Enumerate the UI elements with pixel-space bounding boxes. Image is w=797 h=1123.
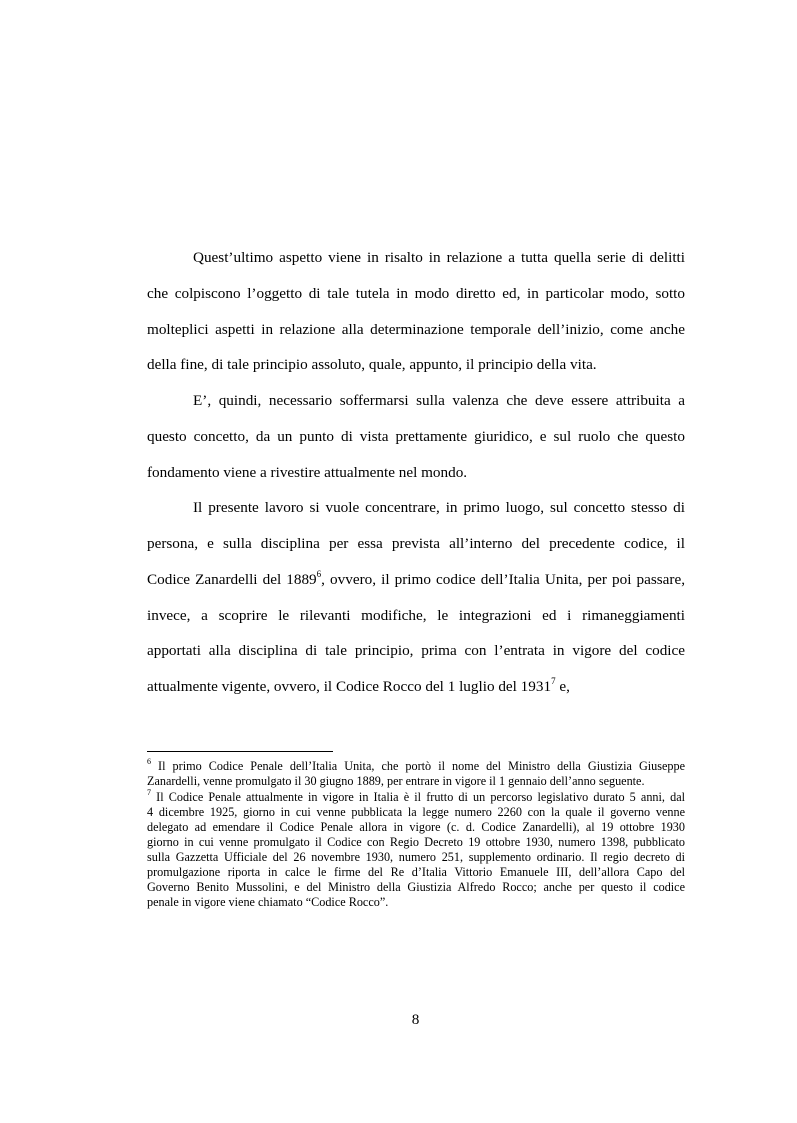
- paragraph-1-line-1: Quest’ultimo aspetto viene in risalto in relazione a tutta quella serie di delitti: [193, 249, 685, 266]
- paragraph-2-line-2: questo concetto, da un punto di vista prettamente giuridico, e sul ruolo che questo: [147, 428, 685, 445]
- footnote-7-line-1: [147, 787, 685, 804]
- paragraph-1-line-3: molteplici aspetti in relazione alla determinazione temporale dell’inizio, come anche: [147, 321, 685, 338]
- footnote-mark-6: 6: [147, 756, 151, 766]
- footnote-7-line-8: penale in vigore viene chiamato “Codice Rocco”.: [147, 895, 389, 909]
- footnote-6-line-2: Zanardelli, venne promulgato il 30 giugno 1889, per entrare in vigore il 1 gennaio dell’anno seguente.: [147, 774, 645, 788]
- footnote-reference-6[interactable]: 6: [316, 568, 322, 579]
- paragraph-2-line-3: fondamento viene a rivestire attualmente nel mondo.: [147, 464, 468, 481]
- footnote-7-line-6: promulgazione riporta in calce le firme del Re d’Italia Vittorio Emanuele III, dell’allora Capo del: [147, 865, 685, 879]
- footnote-text: Il Codice Penale attualmente in vigore in Italia è il frutto di un percorso legislativo durato 5 anni, dal: [151, 790, 685, 804]
- paragraph-3-line-1: Il presente lavoro si vuole concentrare, in primo luogo, sul concetto stesso di: [193, 499, 685, 516]
- footnote-reference-7[interactable]: 7: [551, 675, 556, 686]
- footnote-7-line-7: Governo Benito Mussolini, e del Ministro della Giustizia Alfredo Rocco; anche per questo il codice: [147, 880, 685, 894]
- footnote-7-line-5: sulla Gazzetta Ufficiale del 26 novembre 1930, numero 251, supplemento ordinario. Il regio decreto di: [147, 850, 685, 864]
- paragraph-3-line-2: persona, e sulla disciplina per essa prevista all’interno del precedente codice, il: [147, 535, 685, 552]
- paragraph-3-line-3: [147, 568, 685, 589]
- line-text: , ovvero, il primo codice dell’Italia Unita, per poi passare,: [321, 571, 685, 588]
- footnote-separator: [147, 751, 333, 752]
- footnote-7-line-4: giorno in cui venne promulgato il Codice con Regio Decreto 19 ottobre 1930, numero 1398, pubblicato: [147, 835, 685, 849]
- footnote-7-line-2: 4 dicembre 1925, giorno in cui venne pubblicata la legge numero 2260 con la quale il governo venne: [147, 805, 685, 819]
- paragraph-3-line-5: apportati alla disciplina di tale principio, prima con l’entrata in vigore del codice: [147, 642, 685, 659]
- footnote-6-line-1: [147, 756, 685, 773]
- paragraph-1-line-2: che colpiscono l’oggetto di tale tutela in modo diretto ed, in particolar modo, sotto: [147, 285, 685, 302]
- paragraph-3-line-4: invece, a scoprire le rilevanti modifiche, le integrazioni ed i rimaneggiamenti: [147, 607, 685, 624]
- footnote-text: Il primo Codice Penale dell’Italia Unita, che portò il nome del Ministro della Giustizia Giuseppe: [151, 759, 685, 773]
- line-text: e,: [555, 678, 570, 695]
- line-text: Codice Zanardelli del 1889: [147, 571, 317, 588]
- line-text: attualmente vigente, ovvero, il Codice Rocco del 1 luglio del 1931: [147, 678, 552, 695]
- page-number: 8: [411, 1011, 420, 1028]
- footnote-mark-7: 7: [147, 787, 151, 797]
- paragraph-3-line-6: [147, 675, 685, 696]
- footnote-7-line-3: delegato ad emendare il Codice Penale allora in vigore (c. d. Codice Zanardelli), al 19 ottobre 1930: [147, 820, 685, 834]
- paragraph-1-line-4: della fine, di tale principio assoluto, quale, appunto, il principio della vita.: [147, 356, 597, 373]
- paragraph-2-line-1: E’, quindi, necessario soffermarsi sulla valenza che deve essere attribuita a: [193, 392, 685, 409]
